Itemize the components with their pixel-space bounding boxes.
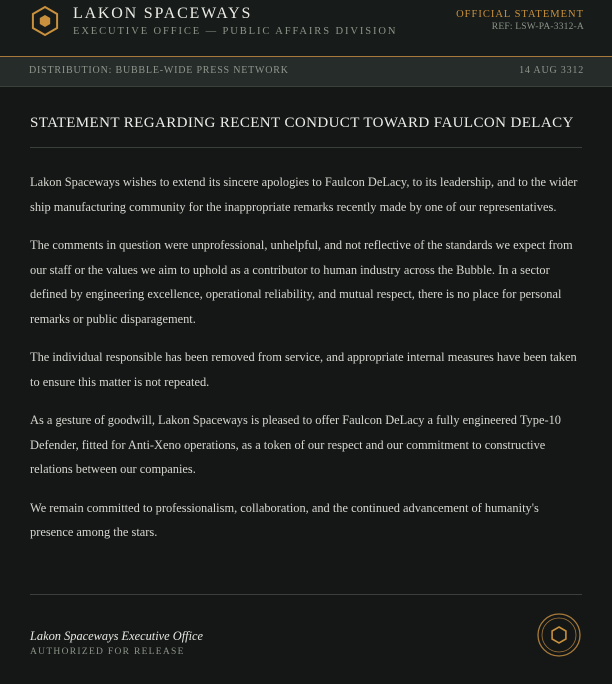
official-block xyxy=(456,8,584,33)
paragraph: The comments in question were unprofessional, unhelpful, and not reflective of the standards we expect from our staff or the values we aim to uphold as a contributor to human industry across the Bubble. In a sector defined by engineering excellence, operational reliability, and mutual respect, there is no place for personal remarks or public disparagement. xyxy=(30,238,573,326)
footer-divider xyxy=(30,594,582,595)
paragraph: We remain committed to professionalism, collaboration, and the continued advancement of humanity's presence among the stars. xyxy=(30,500,539,539)
reference-number: REF: LSW-PA-3312-A xyxy=(491,22,584,32)
hexagon-logo-icon xyxy=(29,5,61,37)
header xyxy=(0,0,612,57)
paragraph: Lakon Spaceways wishes to extend its sincere apologies to Faulcon DeLacy, to its leadership, and to the wider ship manufacturing community for the inappropriate remarks recently made by one of our representatives. xyxy=(30,175,578,214)
statement-heading: STATEMENT REGARDING RECENT CONDUCT TOWARD FAULCON DELACY xyxy=(30,115,574,131)
hexagon-seal-icon xyxy=(537,613,581,657)
release-date: 14 AUG 3312 xyxy=(519,65,584,76)
official-statement-label: OFFICIAL STATEMENT xyxy=(456,9,584,20)
heading-divider xyxy=(30,147,582,148)
brand-block xyxy=(73,5,397,39)
paragraph: As a gesture of goodwill, Lakon Spaceways is pleased to offer Faulcon DeLacy a fully engineered Type-10 Defender, fitted for Anti-Xeno operations, as a token of our respect and our commitment to constructive relations between our companies. xyxy=(30,413,561,476)
authorization-status: AUTHORIZED FOR RELEASE xyxy=(30,647,185,657)
company-name: LAKON SPACEWAYS xyxy=(73,5,253,22)
distribution-bar xyxy=(0,57,612,87)
paragraph: The individual responsible has been removed from service, and appropriate internal measures have been taken to ensure this matter is not repeated. xyxy=(30,350,577,389)
statement-body xyxy=(30,170,582,559)
division-name: EXECUTIVE OFFICE — PUBLIC AFFAIRS DIVISION xyxy=(73,26,398,37)
distribution-label: DISTRIBUTION: BUBBLE-WIDE PRESS NETWORK xyxy=(29,65,289,76)
signatory: Lakon Spaceways Executive Office xyxy=(30,629,204,643)
